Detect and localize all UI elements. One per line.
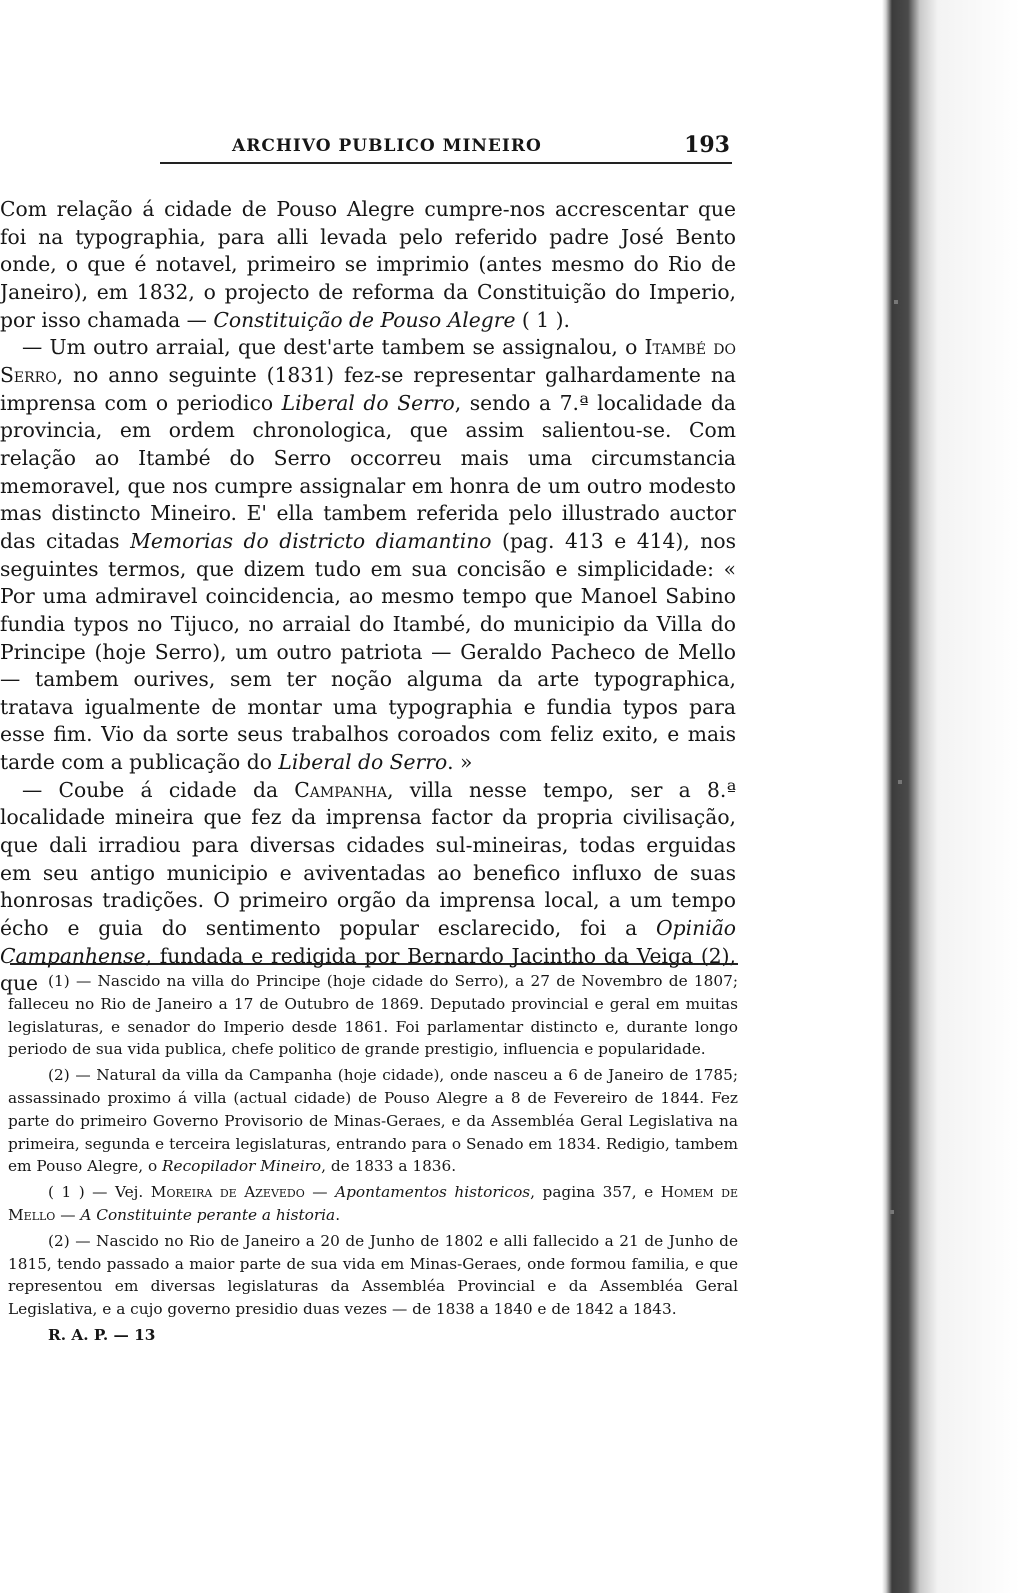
footnotes	[8, 970, 738, 1347]
book-spine-edge	[868, 0, 1020, 1593]
newspaper-title: Recopilador Mineiro	[162, 1157, 322, 1176]
place-name: Itambé do Serro	[0, 335, 737, 387]
running-title: ARCHIVO PUBLICO MINEIRO	[232, 136, 542, 156]
place-name: Campanha	[294, 777, 388, 802]
text-run: , villa nesse tempo, ser a 8.ª localidade mineira que fez da imprensa factor da propria civilisação, que dali irradiou para diversas cidades sul-mineiras, todas erguidas em seu antigo municipio e aviventadas ao benefico influxo de suas honrosas tradições. O primeiro orgão da imprensa local, a um tempo écho e guia do sentimento popular esclarecido, foi a	[0, 777, 736, 941]
text-run: , fundada e redigida por Bernardo Jacintho da Veiga (2), que	[0, 943, 736, 996]
edge-speck	[894, 300, 898, 304]
newspaper-title: Opinião Campanhense	[0, 916, 736, 968]
footnote-1: (1) — Nascido na villa do Principe (hoje cidade do Serro), a 27 de Novembro de 1807; falleceu no Rio de Janeiro a 17 de Outubro de 1869. Deputado provincial e geral em muitas legislaturas, e senador do Imperio desde 1861. Foi parlamentar distincto e, durante longo periodo de sua vida publica, chefe politico de grande prestigio, influencia e popularidade.	[8, 972, 738, 1059]
text-run: ( 1 ).	[515, 307, 570, 332]
edge-speck	[898, 780, 902, 784]
text-run: — Um outro arraial, que dest'arte tambem se assignalou, o	[22, 335, 645, 360]
text-run: , pagina 357, e	[530, 1183, 661, 1202]
paragraph-pouso-alegre	[0, 196, 736, 334]
text-run: , sendo a 7.ª localidade da provincia, em ordem chronologica, que assim salientou-se. Com relação ao Itambé do Serro occorreu mais uma circumstancia memoravel, que nos cumpre assignalar em honra de um outro modesto mas distincto Mineiro. E' ella tambem referida pelo illustrado auctor das citadas	[0, 390, 736, 553]
text-run: ( 1 ) — Vej.	[48, 1183, 151, 1202]
main-text	[0, 196, 736, 998]
book-title: Memorias do districto diamantino	[130, 528, 492, 553]
footnote-rule	[10, 963, 738, 965]
footnote-2	[8, 1064, 738, 1178]
text-run: (pag. 413 e 414), nos seguintes termos, que dizem tudo em sua concisão e simplicidade: « Por uma admiravel coincidencia, ao mesmo tempo que Manoel Sabino fundia typos no Tijuco, no arraial do Itambé, do municipio da Villa do Principe (hoje Serro), um outro patriota — Geraldo Pacheco de Mello — tambem ourives, sem ter noção alguma da arte typographica, tratava igualmente de montar uma typographia e fundia typos para esse fim. Vio da sorte seus trabalhos coroados com feliz exito, e mais tarde com a publicação do	[0, 528, 736, 775]
signature-mark: R. A. P. — 13	[48, 1325, 156, 1344]
text-run: , no anno seguinte (1831) fez-se representar galhardamente na imprensa com o periodico	[0, 362, 736, 415]
edge-speck	[890, 1210, 894, 1214]
text-run: —	[304, 1183, 336, 1202]
text-run: . »	[447, 750, 473, 775]
footnote-3	[8, 1181, 738, 1227]
work-title: A Constituinte perante a historia	[80, 1205, 336, 1224]
header-rule	[160, 162, 732, 164]
text-run: , de 1833 a 1836.	[321, 1157, 457, 1176]
work-title: Apontamentos historicos	[335, 1183, 531, 1202]
text-run: (2) — Natural da villa da Campanha (hoje cidade), onde nasceu a 6 de Janeiro de 1785; assassinado proximo á villa (actual cidade) de Pouso Alegre a 8 de Fevereiro de 1844. Fez parte do primeiro Governo Provisorio de Minas-Geraes, e da Assembléa Geral Legislativa na primeira, segunda e terceira legislaturas, entrando para o Senado em 1834. Redigio, tambem em Pouso Alegre, o	[8, 1066, 738, 1176]
author-name: Homem de Mello	[8, 1183, 739, 1224]
newspaper-title: Liberal do Serro	[281, 390, 455, 415]
author-name: Moreira de Azevedo	[150, 1183, 305, 1202]
running-header	[160, 132, 730, 158]
text-run: .	[335, 1205, 341, 1224]
text-run: Com relação á cidade de Pouso Alegre cumpre-nos accrescentar que foi na typographia, para alli levada pelo referido padre José Bento onde, o que é notavel, primeiro se imprimio (antes mesmo do Rio de Janeiro), em 1832, o projecto de reforma da Constituição do Imperio, por isso chamada —	[0, 197, 736, 332]
paragraph-itambe	[0, 334, 736, 777]
page-number: 193	[684, 132, 730, 158]
italic-title: Constituição de Pouso Alegre	[213, 307, 516, 332]
text-run: — Coube á cidade da	[22, 777, 295, 802]
newspaper-title: Liberal do Serro	[278, 750, 448, 775]
footnote-4: (2) — Nascido no Rio de Janeiro a 20 de Junho de 1802 e alli fallecido a 21 de Junho de 1815, tendo passado a maior parte de sua vida em Minas-Geraes, onde formou familia, e que representou em diversas legislaturas da Assembléa Provincial e da Assembléa Geral Legislativa, e a cujo governo presidio duas vezes — de 1838 a 1840 e de 1842 a 1843.	[8, 1231, 738, 1319]
text-run: —	[55, 1205, 81, 1224]
